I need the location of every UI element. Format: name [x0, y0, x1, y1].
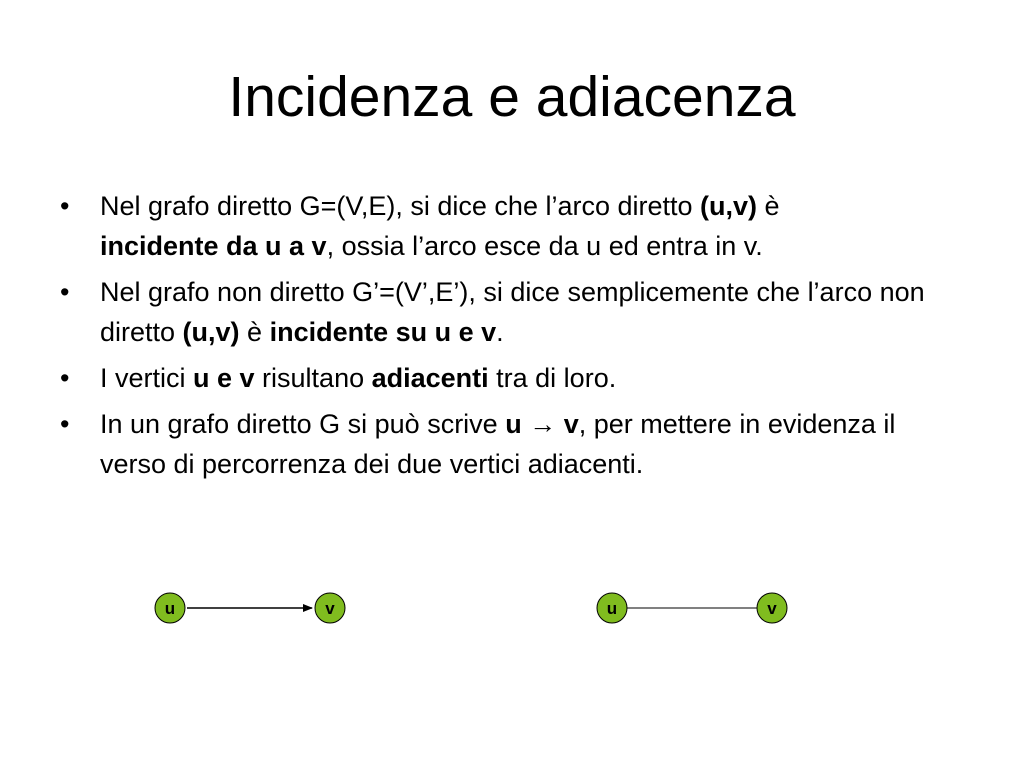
directed-graph-svg — [150, 592, 350, 626]
bullet-text-bold: (u,v) — [700, 191, 758, 221]
bullet-list — [60, 186, 960, 490]
bullet-marker: • — [60, 277, 70, 307]
bullet-text-run: In un grafo diretto G si può scrive — [100, 409, 506, 439]
bullet-text-bold: u — [505, 409, 522, 439]
slide-title: Incidenza e adiacenza — [228, 65, 796, 129]
bullet-item — [60, 186, 960, 266]
bullet-text-bold: v — [563, 409, 579, 439]
bullet-text-bold: incidente su u e v — [269, 317, 497, 347]
bullet-text-run: Nel grafo non diretto G’=(V’,E’), si dice semplicemente che l’arco non diretto — [100, 277, 925, 347]
bullet-text-bold: adiacenti — [371, 363, 489, 393]
bullet-text-bold: (u,v) — [182, 317, 240, 347]
bullet-marker: • — [60, 409, 70, 439]
bullet-text-run: , ossia l’arco esce da u ed entra in v. — [326, 231, 763, 261]
node-u-label: u — [164, 599, 176, 618]
undirected-graph — [592, 592, 792, 626]
bullet-item — [60, 358, 960, 398]
node-v-label: v — [767, 599, 777, 618]
bullet-text — [100, 363, 616, 393]
node-v-label: v — [325, 599, 335, 618]
bullet-marker: • — [60, 363, 70, 393]
bullet-text-run: → — [521, 409, 564, 439]
bullet-item — [60, 404, 960, 484]
bullet-text-run: I vertici — [100, 363, 194, 393]
bullet-text-run: è — [757, 191, 780, 221]
bullet-text-bold: u e v — [193, 363, 255, 393]
bullet-text-run: . — [496, 317, 504, 347]
bullet-text-bold: incidente da u a v — [100, 231, 327, 261]
bullet-text-run: risultano — [254, 363, 372, 393]
undirected-graph-svg — [592, 592, 792, 626]
bullet-text-run: , per mettere in evidenza il verso di percorrenza dei due vertici adiacenti. — [100, 409, 896, 479]
bullet-item — [60, 272, 960, 352]
bullet-text — [100, 409, 895, 479]
bullet-text-run: è — [239, 317, 270, 347]
bullet-text — [100, 277, 925, 347]
bullet-text — [100, 191, 780, 261]
bullet-marker: • — [60, 191, 70, 221]
node-u-label: u — [606, 599, 618, 618]
directed-graph — [150, 592, 350, 626]
bullet-text-run: tra di loro. — [488, 363, 617, 393]
bullet-text-run: Nel grafo diretto G=(V,E), si dice che l’arco diretto — [100, 191, 701, 221]
